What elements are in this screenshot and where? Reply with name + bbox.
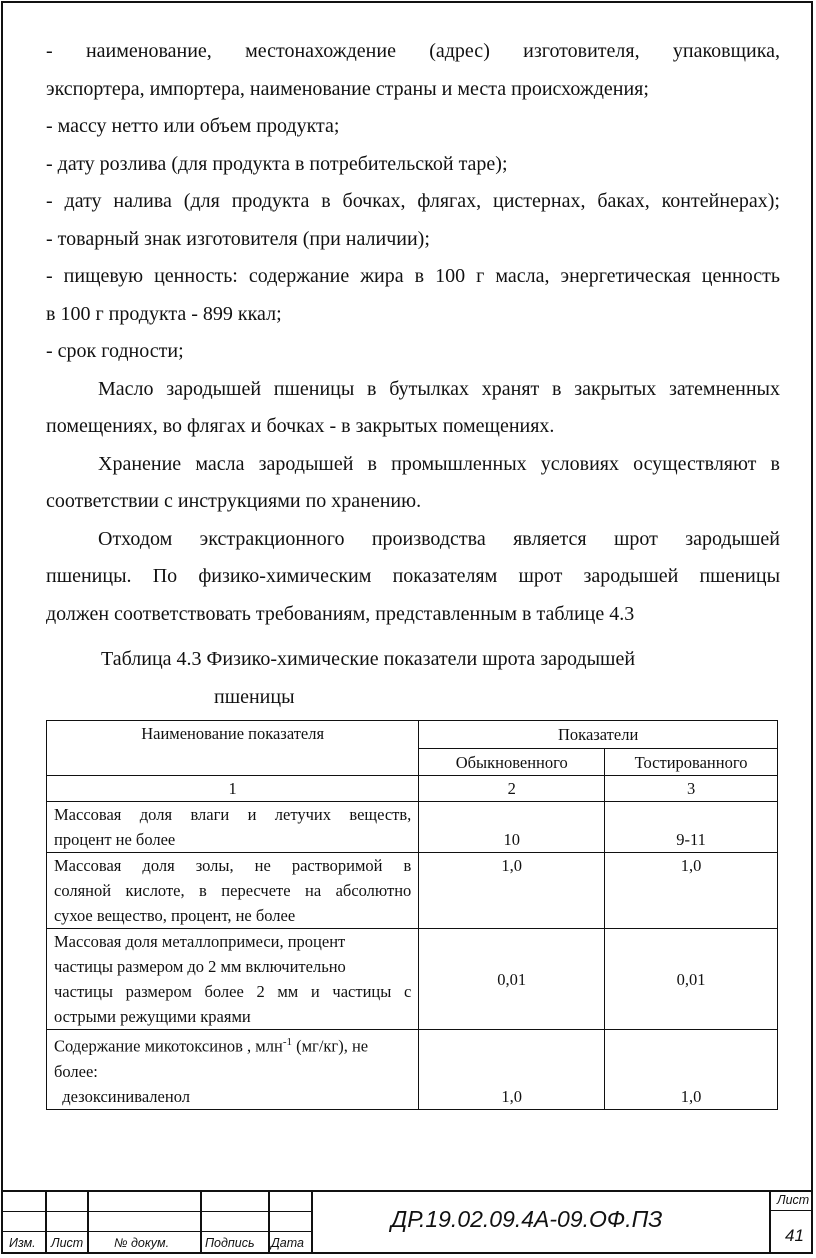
stamp-label: Подпись	[205, 1236, 255, 1250]
paragraph-line: - срок годности;	[46, 340, 184, 362]
cell-text: Содержание микотоксинов , млн	[54, 1036, 283, 1056]
value-cell: 0,01	[419, 929, 605, 1030]
value-cell: 9-11	[605, 802, 778, 853]
table-caption-line: Таблица 4.3 Физико-химические показатели шрота зародышей	[101, 648, 636, 670]
cell-line: сухое вещество, процент, не более	[54, 906, 296, 925]
cell-line: соляной кислоте, в пересчете на абсолютно	[54, 881, 412, 900]
sheet-label: Лист	[777, 1193, 810, 1207]
column-number-cell: 3	[605, 776, 778, 802]
cell-line: Массовая доля золы, не растворимой в	[54, 856, 412, 875]
body-text	[46, 33, 780, 633]
document-code: ДР.19.02.09.4А-09.ОФ.ПЗ	[391, 1206, 663, 1232]
subheader-cell-ordinary: Обыкновенного	[419, 749, 605, 776]
column-number-cell: 2	[419, 776, 605, 802]
stamp-line	[87, 1190, 89, 1254]
paragraph-line: - дату розлива (для продукта в потребительской таре);	[46, 152, 508, 175]
cell-line: процент не более	[54, 830, 176, 849]
value-cell: 1,0	[605, 1030, 778, 1110]
table-row	[47, 802, 778, 853]
table-row	[47, 853, 778, 929]
paragraph-line: экспортера, импортера, наименование страны и места происхождения;	[46, 77, 649, 100]
stamp-line	[771, 1210, 813, 1211]
table-caption	[46, 640, 780, 716]
stamp-line	[1, 1190, 813, 1192]
stamp-label: Лист	[51, 1236, 84, 1250]
indicator-cell	[47, 802, 419, 853]
stamp-line	[268, 1190, 270, 1254]
superscript: -1	[282, 1036, 292, 1048]
stamp-line	[200, 1190, 202, 1254]
indicator-cell	[47, 1030, 419, 1110]
table-row	[47, 1030, 778, 1110]
paragraph-line: пшеницы. По физико-химическим показателям шрот зародышей пшеницы	[46, 565, 780, 587]
paragraph-line: помещениях, во флягах и бочках - в закрытых помещениях.	[46, 415, 555, 437]
value-cell: 0,01	[605, 929, 778, 1030]
cell-line	[54, 1030, 411, 1059]
paragraph-line: - массу нетто или объем продукта;	[46, 115, 340, 137]
paragraph-line: Масло зародышей пшеницы в бутылках хранят в закрытых затемненных	[98, 377, 780, 400]
paragraph-line: должен соответствовать требованиям, представленным в таблице 4.3	[46, 602, 635, 625]
cell-line: острыми режущими краями	[54, 1007, 251, 1026]
stamp-label: Дата	[271, 1236, 304, 1250]
paragraph-line: Хранение масла зародышей в промышленных условиях осуществляют в	[98, 452, 780, 475]
stamp-line	[769, 1190, 771, 1254]
table-caption-line: пшеницы	[214, 686, 295, 708]
paragraph-line: Отходом экстракционного производства является шрот зародышей	[98, 527, 780, 550]
cell-line: дезоксиниваленол	[54, 1086, 190, 1106]
paragraph-line: в 100 г продукта - 899 ккал;	[46, 302, 282, 325]
data-table	[46, 720, 778, 1110]
header-cell-values: Показатели	[419, 721, 778, 749]
subheader-cell-toasted: Тостированного	[605, 749, 778, 776]
paragraph-line: - наименование, местонахождение (адрес) изготовителя, упаковщика,	[46, 40, 780, 62]
indicator-cell	[47, 853, 419, 929]
title-block	[1, 1190, 813, 1254]
value-cell: 1,0	[419, 853, 605, 929]
stamp-line	[45, 1190, 47, 1254]
cell-line: более:	[54, 1061, 98, 1081]
cell-line: Массовая доля металлопримеси, процент	[54, 932, 346, 951]
cell-line: частицы размером до 2 мм включительно	[54, 957, 346, 976]
value-cell: 1,0	[419, 1030, 605, 1110]
paragraph-line: - пищевую ценность: содержание жира в 100 г масла, энергетическая ценность	[46, 265, 780, 287]
paragraph-line: соответствии с инструкциями по хранению.	[46, 490, 422, 512]
column-number-cell: 1	[47, 776, 419, 802]
paragraph-line: - дату налива (для продукта в бочках, флягах, цистернах, баках, контейнерах);	[46, 190, 780, 212]
stamp-label: № докум.	[114, 1236, 170, 1250]
stamp-line	[1, 1231, 313, 1232]
table-row	[47, 929, 778, 1030]
cell-line: Массовая доля влаги и летучих веществ,	[54, 805, 412, 824]
cell-line: частицы размером более 2 мм и частицы с	[54, 982, 412, 1001]
header-cell-name: Наименование показателя	[47, 721, 419, 776]
indicator-cell	[47, 929, 419, 1030]
sheet-number: 41	[785, 1226, 804, 1245]
paragraph-line: - товарный знак изготовителя (при наличии);	[46, 227, 430, 250]
stamp-label: Изм.	[9, 1236, 36, 1250]
stamp-line	[1, 1211, 313, 1212]
value-cell: 10	[419, 802, 605, 853]
stamp-line	[311, 1190, 313, 1254]
value-cell: 1,0	[605, 853, 778, 929]
cell-text: (мг/кг), не	[292, 1036, 369, 1056]
